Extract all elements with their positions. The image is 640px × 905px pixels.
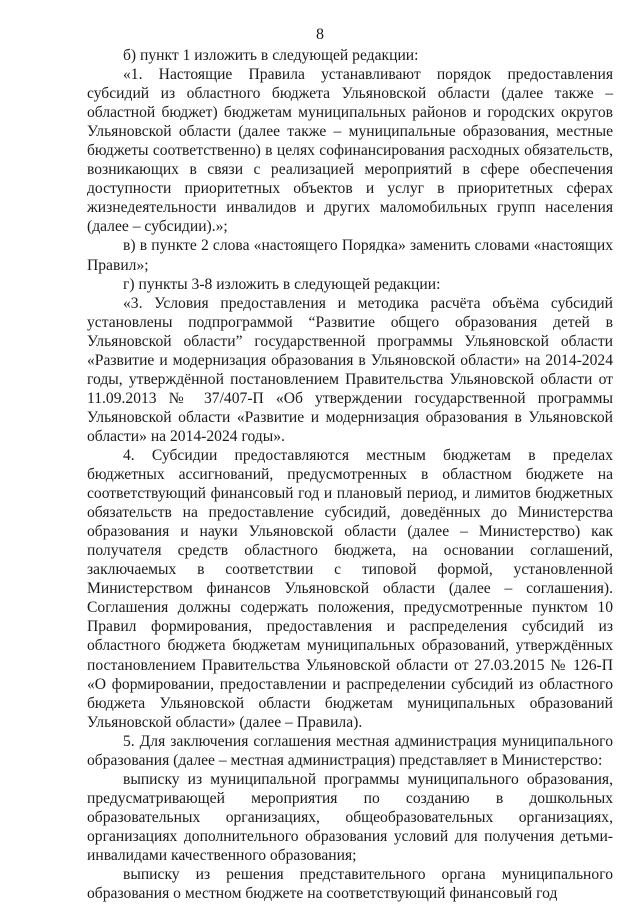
paragraph-rule-4: 4. Субсидии предоставляются местным бюджетам в пределах бюджетных ассигнований, предусмотренных в областном бюджете на соответствующий финансовый год и плановый период, и лимитов бюджетных обязательств на предоставление субсидий, доведённых до Министерства образования и науки Ульяновской области (далее – Министерство) как получателя средств областного бюджета, на основании соглашений, заключаемых в соответствии с типовой формой, установленной Министерством финансов Ульяновской области (далее – соглашения). Соглашения должны содержать положения, предусмотренные пунктом 10 Правил формирования, предоставления и распределения субсидий из областного бюджета бюджетам муниципальных образований, утверждённых постановлением Правительства Ульяновской области от 27.03.2015 № 126-П «О формировании, предоставлении и распределении субсидий из областного бюджета Ульяновской области бюджетам муниципальных образований Ульяновской области» (далее – Правила). (87, 446, 613, 731)
paragraph-extract-decision: выписку из решения представительного органа муниципального образования о местном бюджете на соответствующий финансовый год (87, 866, 613, 903)
paragraph-item-g: г) пункты 3-8 изложить в следующей редакции: (123, 275, 441, 293)
paragraph-rule-1: «1. Настоящие Правила устанавливают порядок предоставления субсидий из областного бюджета Ульяновской области (далее также – областной бюджет) бюджетам муниципальных районов и городских округов Ульяновской области (далее также – муниципальные образования, местные бюджеты соответственно) в целях софинансирования расходных обязательств, возникающих в связи с реализацией мероприятий в сфере обеспечения доступности приоритетных объектов и услуг в приоритетных сферах жизнедеятельности инвалидов и других маломобильных групп населения (далее – субсидии).»; (87, 66, 613, 236)
paragraph-item-b: б) пункт 1 изложить в следующей редакции: (123, 47, 419, 64)
paragraph-extract-program: выписку из муниципальной программы муниципального образования, предусматривающей мероприятия по созданию в дошкольных образовательных организациях, общеобразовательных организациях, организациях дополнительного образования условий для получения детьми-инвалидами качественного образования; (87, 770, 613, 864)
document-body (87, 46, 613, 903)
page-number: 8 (316, 26, 324, 43)
paragraph-rule-3: «3. Условия предоставления и методика расчёта объёма субсидий установлены подпрограммой “Развитие общего образования детей в Ульяновской области” государственной программы Ульяновской области «Развитие и модернизация образования в Ульяновской области» на 2014-2024 годы, утверждённой постановлением Правительства Ульяновской области от 11.09.2013 № 37/407-П «Об утверждении государственной программы Ульяновской области «Развитие и модернизация образования в Ульяновской области» на 2014-2024 годы». (87, 294, 613, 445)
paragraph-rule-5: 5. Для заключения соглашения местная администрация муниципального образования (далее – местная администрация) представляет в Министерство: (87, 732, 613, 769)
paragraph-item-v: в) в пункте 2 слова «настоящего Порядка» заменить словами «настоящих Правил»; (87, 237, 613, 274)
